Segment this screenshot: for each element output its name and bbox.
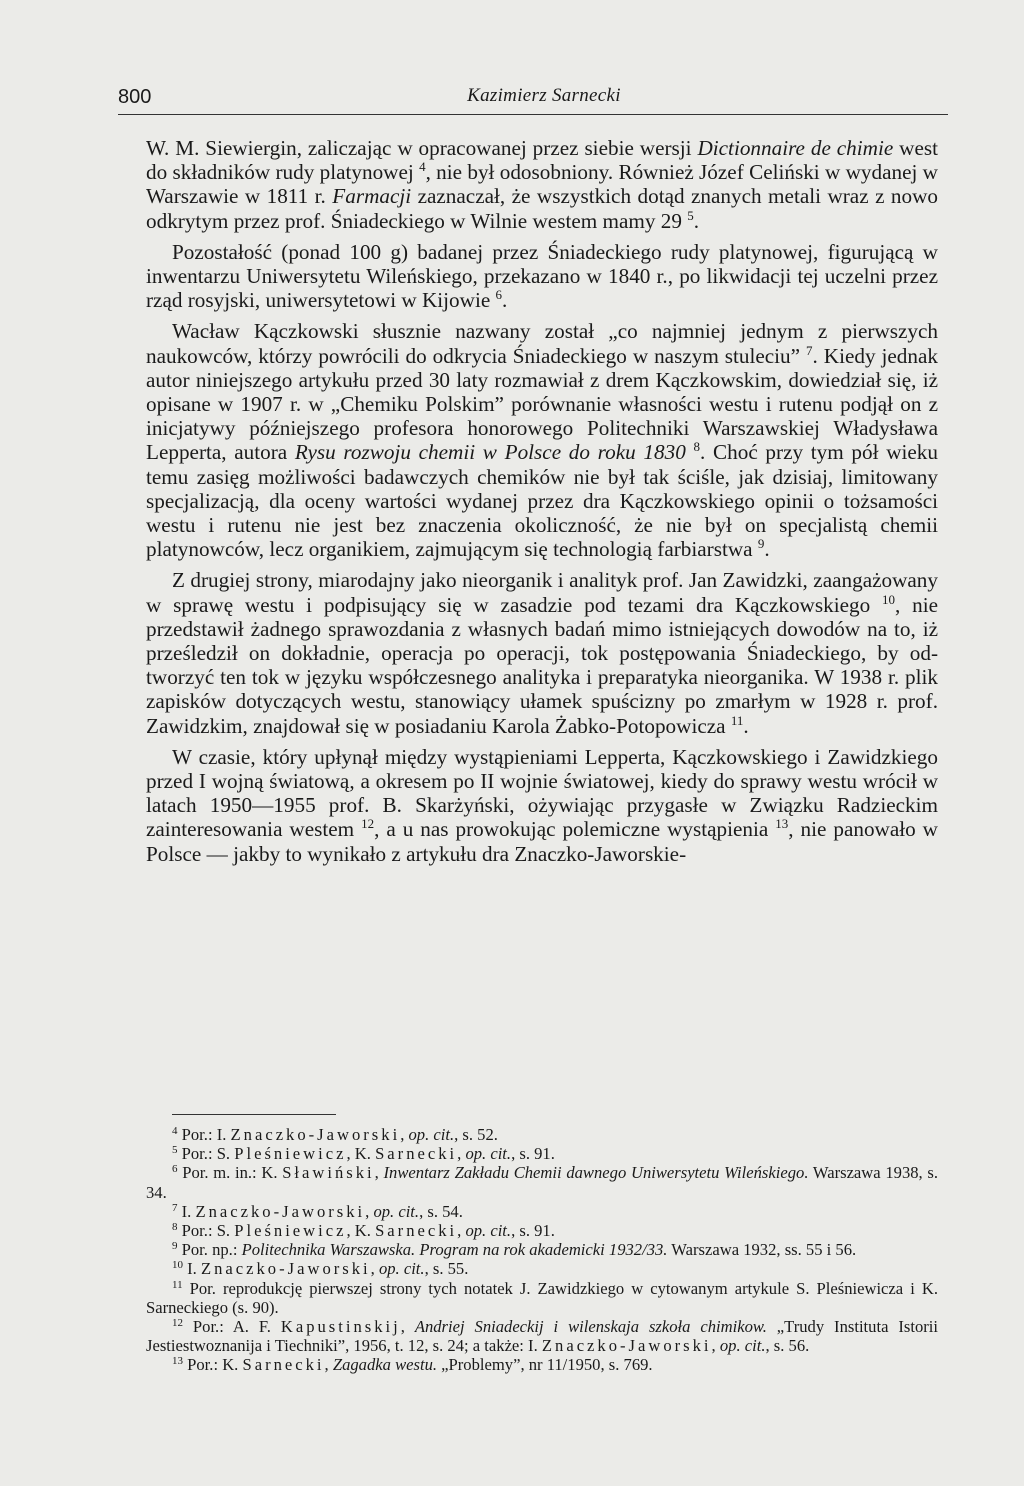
page-number: 800 [118, 86, 152, 108]
footnote-ref: 8 [693, 439, 701, 455]
footnote-ref: 11 [730, 712, 744, 728]
footnote-ref: 13 [775, 816, 789, 832]
footnote-ref: 10 [882, 591, 895, 607]
footnote-separator [172, 1114, 336, 1115]
paragraph: W. M. Siewiergin, zaliczając w opracowanej przez siebie wersji Dictionnaire de chimie west do składników rudy platynowej $^4$, nie był odosobniony. Również Józef Celiński w wydanej w Warszawie w 1811 r. Farmacji zaznaczał, że wszystkich dotąd znanych metali wraz z nowo odkrytym przez prof. Śniadeckiego w Wilnie westem mamy 29 $^5$. [146, 136, 939, 233]
footnote-ref: 9 [757, 536, 765, 552]
paragraph: Pozostałość (ponad 100 g) badanej przez Śniadeckiego rudy platynowej, figurującą w inwentarzu Uniwersytetu Wileńskiego, przekazano w 1840 r., po likwidacji tej uczelni przez rząd rosyjski, uniwersytetowi w Kijowie $^6$. [146, 239, 938, 313]
footnote-ref: 6 [495, 287, 503, 303]
paragraph: W czasie, który upłynął między wystąpieniami Lepperta, Kączkowskiego i Zawidzkiego przed I wojną światową, a okresem po II wojnie światowej, kiedy do sprawy westu wrócił w latach 1950—1955 prof. B. Skarżyński, ożywiając przygasłe w Związku Radzieckim zainteresowania westem $^{12}$, a u nas prowokując polemiczne wystąpienia $^{13}$, nie panowało w Polsce — jakby to wynikało z artykułu dra Znaczko-Jaworskie- [146, 744, 938, 866]
footnote: $^4$ Por.: I. Znaczko-Jaworski, op. cit., s. 52. [172, 1125, 498, 1144]
footnote: $^6$ Por. m. in.: K. Sławiński, Inwentarz Zakładu Chemii dawnego Uniwersytetu Wileńskiego. Warszawa 1938, s. 34. [146, 1163, 939, 1202]
footnote: $^{10}$ I. Znaczko-Jaworski, op. cit., s. 55. [172, 1259, 469, 1279]
footnote-ref: 4 [419, 159, 426, 175]
footnotes [146, 1114, 938, 1375]
running-title: Kazimierz Sarnecki [467, 85, 621, 106]
footnote: $^9$ Por. np.: Politechnika Warszawska. Program na rok akademicki 1932/33. Warszawa 1932, ss. 55 i 56. [172, 1240, 857, 1260]
footnote: $^5$ Por.: S. Pleśniewicz, K. Sarnecki, op. cit., s. 91. [172, 1144, 555, 1164]
main-text [146, 136, 938, 873]
footnote: $^{13}$ Por.: K. Sarnecki, Zagadka westu. „Problemy”, nr 11/1950, s. 769. [172, 1355, 653, 1375]
footnote-ref: 5 [687, 207, 694, 223]
footnote: $^7$ I. Znaczko-Jaworski, op. cit., s. 54. [172, 1201, 463, 1221]
footnote-ref: 7 [806, 342, 813, 358]
footnote: $^8$ Por.: S. Pleśniewicz, K. Sarnecki, op. cit., s. 91. [172, 1221, 555, 1241]
paragraph: Z drugiej strony, miarodajny jako nieorganik i analityk prof. Jan Zawidzki, zaangażowany w sprawę westu i podpisujący się w zasadzie pod tezami dra Kączkowskiego $^{10}$, nie przedstawił żadnego sprawozdania z własnych badań mimo istniejących dowodów na to, iż prześledził on dokładnie, operacja po operacji, tok postępowania Śniadeckiego, by odtworzyć ten tok w języku współczesnego analityka i preparatyka nieorganika. W 1938 r. plik zapisków dotyczących westu, stanowiący ułamek spuścizny po zmarłym w 1928 r. prof. Zawidzkim, znajdował się w posiadaniu Karola Żabko-Potopowicza $^{11}$. [146, 568, 938, 738]
paragraph: Wacław Kączkowski słusznie nazwany został „co najmniej jednym z pierwszych naukowców, którzy powrócili do odkrycia Śniadeckiego w naszym stuleciu” $^7$. Kiedy jednak autor niniejszego artykułu przed 30 laty rozmawiał z drem Kączkowskim, dowiedział się, iż opisane w 1907 r. w „Chemiku Polskim” porównanie własności westu i rutenu podjął on z inicjatywy późniejszego profesora honorowego Politechniki Warszawskiej Władysława Lepperta, autora Rysu rozwoju chemii w Polsce do roku 1830 $^8$. Choć przy tym pół wieku temu zasięg możliwości badawczych chemików nie był tak ściśle, jak dzisiaj, limitowany specjalizacją, dla oceny wartości wydanej przez dra Kączkowskiego opinii o tożsamości westu i rutenu nie jest bez znaczenia okoliczność, że nie był on specjalistą chemii platynowców, lecz organikiem, zajmującym się technologią farbiarstwa $^9$. [146, 319, 938, 562]
footnote: $^{12}$ Por.: A. F. Kapustinskij, Andriej Sniadeckij i wilenskaja szkoła chimikow. „Trudy Instituta Istorii Jestiestwoznanija i Tiechniki”, 1956, t. 12, s. 24; a także: I. Znaczko-Jaworski, op. cit., s. 56. [146, 1317, 938, 1356]
footnote: $^{11}$ Por. reprodukcję pierwszej strony tych notatek J. Zawidzkiego w cytowanym artykule S. Pleśniewicza i K. Sarneckiego (s. 90). [146, 1278, 938, 1317]
footnote-ref: 12 [361, 816, 375, 832]
page-header [118, 82, 948, 115]
